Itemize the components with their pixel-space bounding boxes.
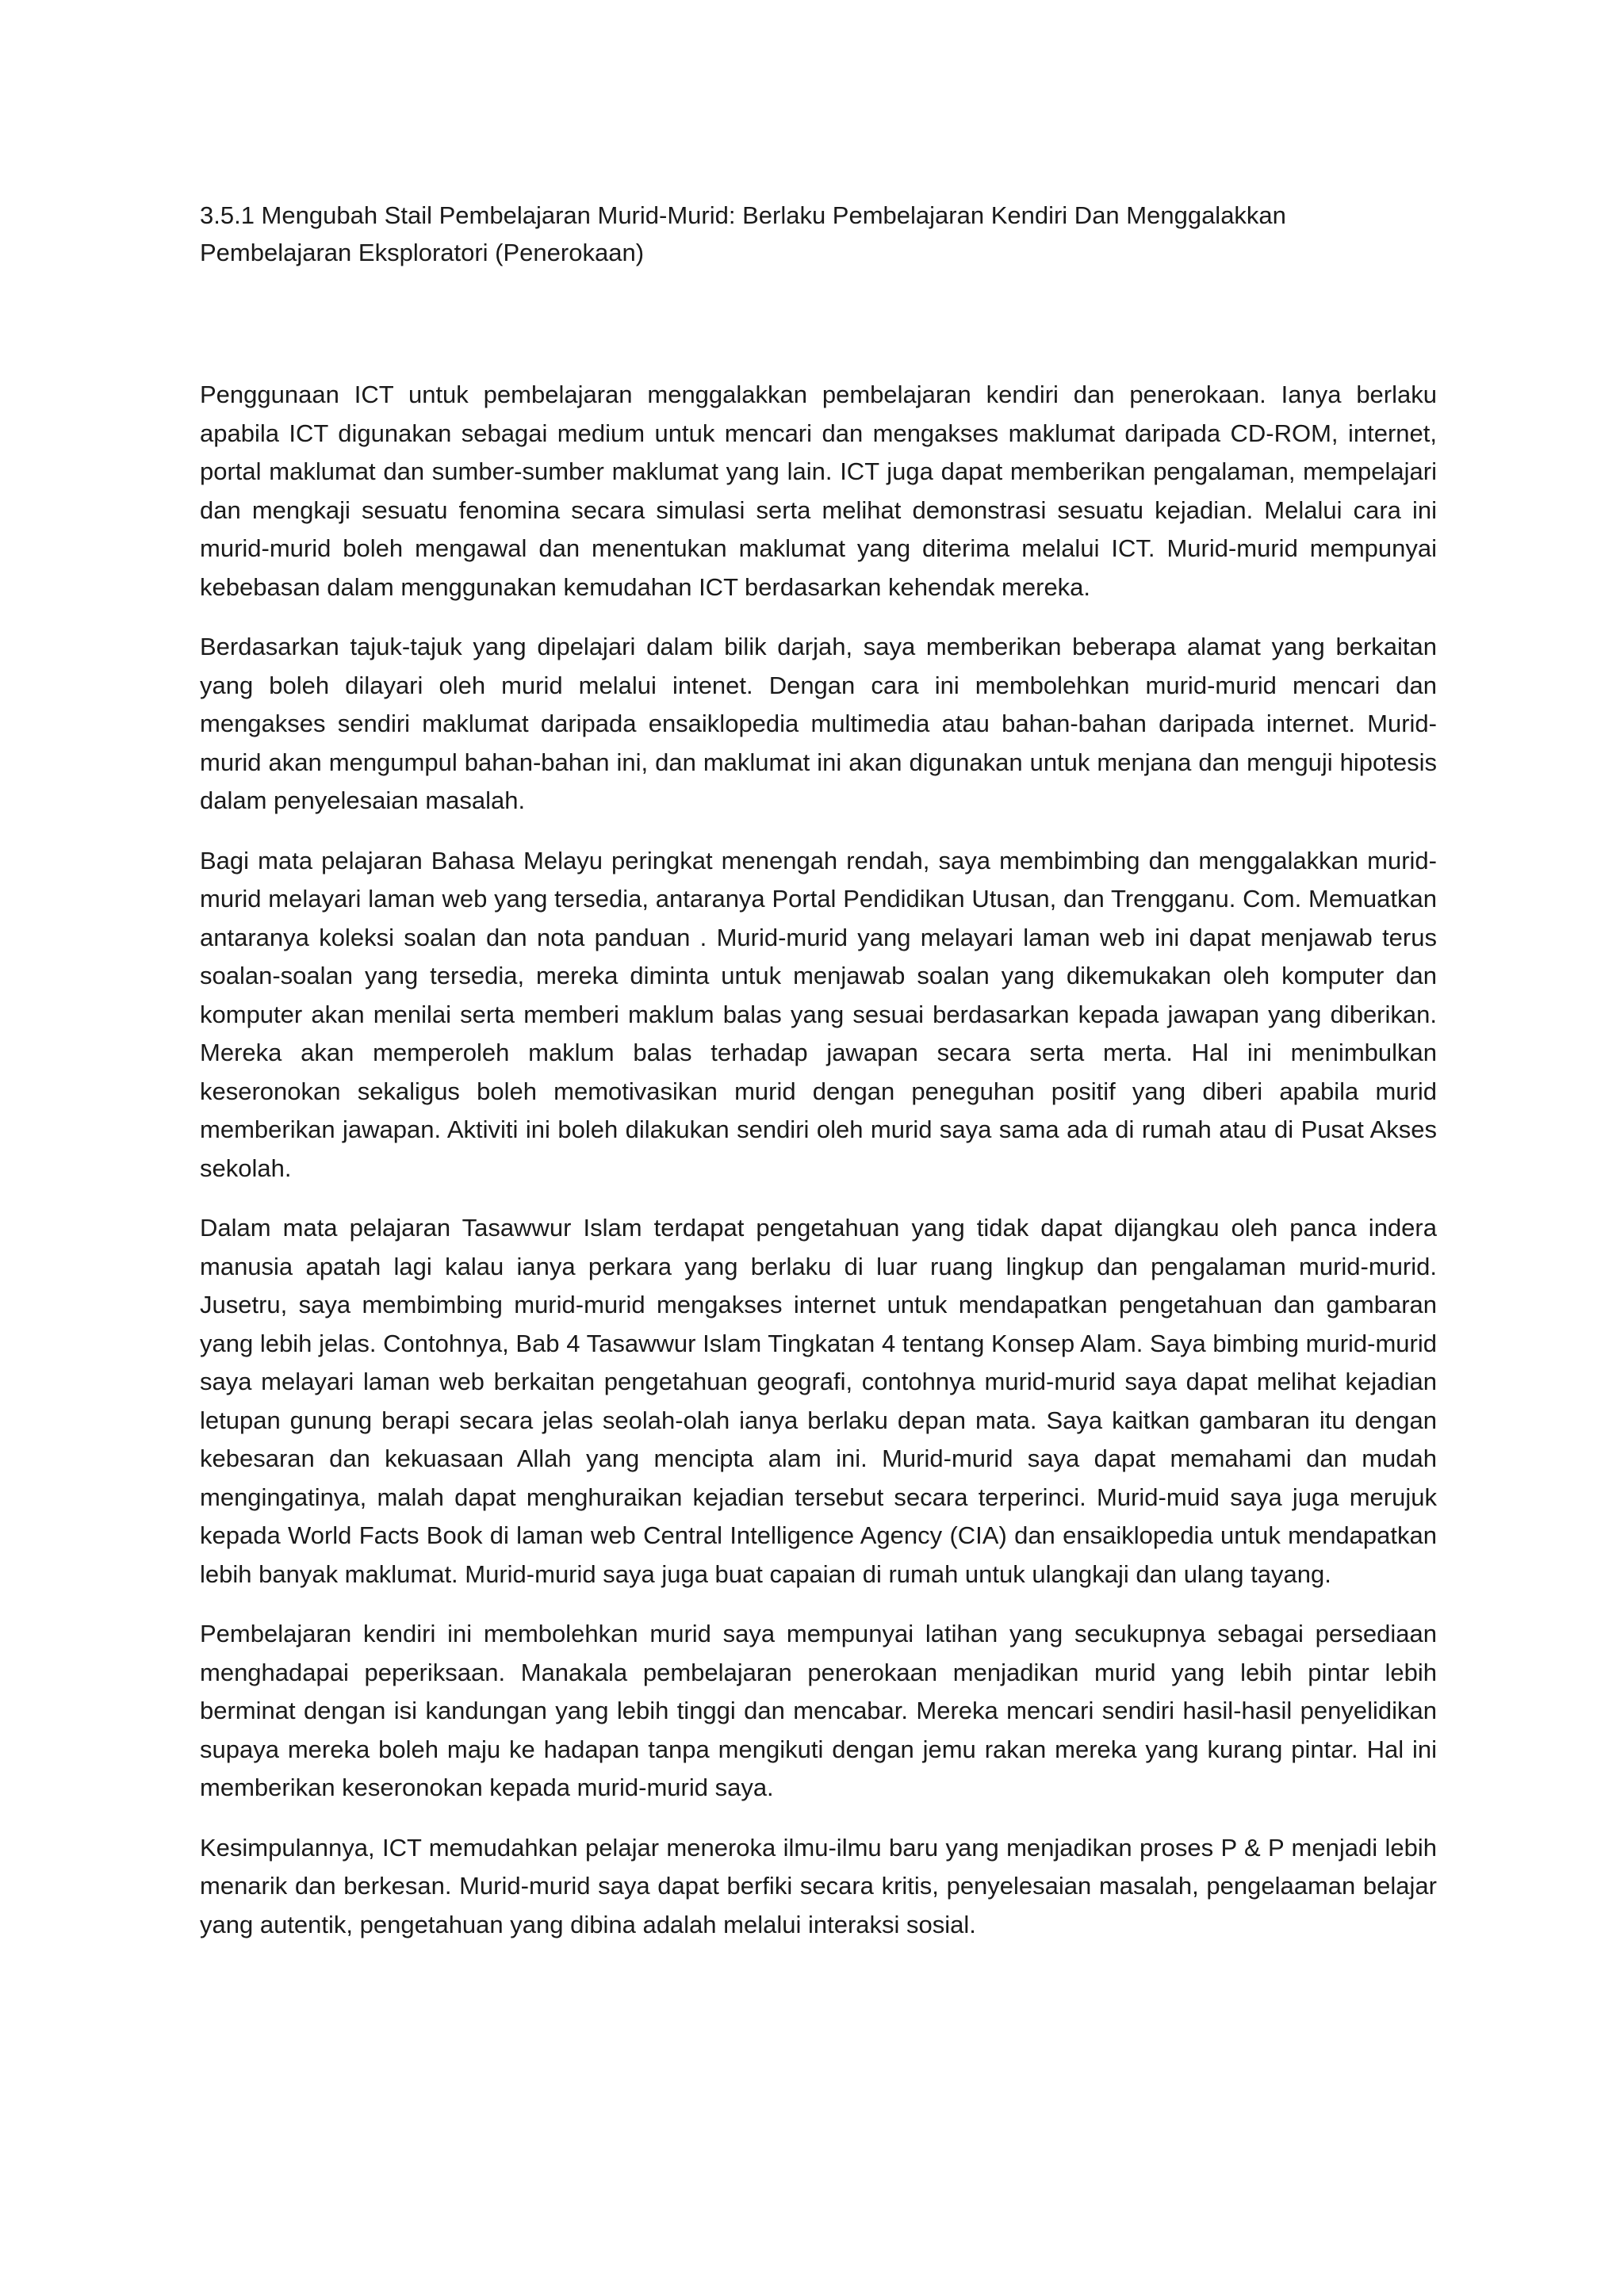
paragraph-conclusion: Kesimpulannya, ICT memudahkan pelajar meneroka ilmu-ilmu baru yang menjadikan proses P & P menjadi lebih menarik dan berkesan. Murid-murid saya dapat berfiki secara kritis, penyelesaian masalah, pengelaaman belajar yang autentik, pengetahuan yang dibina adalah melalui interaksi sosial.: [200, 1833, 1437, 1938]
paragraph-internet-addresses: Berdasarkan tajuk-tajuk yang dipelajari dalam bilik darjah, saya memberikan beberapa alamat yang berkaitan yang boleh dilayari oleh murid melalui intenet. Dengan cara ini membolehkan murid-murid mencari dan mengakses sendiri maklumat daripada ensaiklopedia multimedia atau bahan-bahan daripada internet. Murid-murid akan mengumpul bahan-bahan ini, dan maklumat ini akan digunakan untuk menjana dan menguji hipotesis dalam penyelesaian masalah.: [200, 633, 1437, 814]
paragraph-bahasa-melayu: Bagi mata pelajaran Bahasa Melayu peringkat menengah rendah, saya membimbing dan menggalakkan murid-murid melayari laman web yang tersedia, antaranya Portal Pendidikan Utusan, dan Trengganu. Com. Memuatkan antaranya koleksi soalan dan nota panduan . Murid-murid yang melayari laman web ini dapat menjawab terus soalan-soalan yang tersedia, mereka diminta untuk menjawab soalan yang dikemukakan oleh komputer dan komputer akan menilai serta memberi maklum balas yang sesuai berdasarkan kepada jawapan yang diberikan. Mereka akan memperoleh maklum balas terhadap jawapan secara serta merta. Hal ini menimbulkan keseronokan sekaligus boleh memotivasikan murid dengan peneguhan positif yang diberi apabila murid memberikan jawapan. Aktiviti ini boleh dilakukan sendiri oleh murid saya sama ada di rumah atau di Pusat Akses sekolah.: [200, 846, 1437, 1182]
paragraph-list: [200, 376, 1437, 1944]
paragraph-self-learning-benefits: Pembelajaran kendiri ini membolehkan murid saya mempunyai latihan yang secukupnya sebagai persediaan menghadapai peperiksaan. Manakala pembelajaran penerokaan menjadikan murid yang lebih pintar lebih berminat dengan isi kandungan yang lebih tinggi dan mencabar. Mereka mencari sendiri hasil-hasil penyelidikan supaya mereka boleh maju ke hadapan tanpa mengikuti dengan jemu rakan mereka yang kurang pintar. Hal ini memberikan keseronokan kepada murid-murid saya.: [200, 1620, 1437, 1801]
section-heading: 3.5.1 Mengubah Stail Pembelajaran Murid-Murid: Berlaku Pembelajaran Kendiri Dan Menggalakkan Pembelajaran Eksploratori (Penerokaan): [200, 201, 1286, 266]
document-body: [200, 197, 1437, 1965]
paragraph-tasawwur-islam: Dalam mata pelajaran Tasawwur Islam terdapat pengetahuan yang tidak dapat dijangkau oleh panca indera manusia apatah lagi kalau ianya perkara yang berlaku di luar ruang lingkup dan pengalaman murid-murid. Jusetru, saya membimbing murid-murid mengakses internet untuk mendapatkan pengetahuan dan gambaran yang lebih jelas. Contohnya, Bab 4 Tasawwur Islam Tingkatan 4 tentang Konsep Alam. Saya bimbing murid-murid saya melayari laman web berkaitan pengetahuan geografi, contohnya murid-murid saya dapat melihat kejadian letupan gunung berapi secara jelas seolah-olah ianya berlaku depan mata. Saya kaitkan gambaran itu dengan kebesaran dan kekuasaan Allah yang mencipta alam ini. Murid-murid saya dapat memahami dan mudah mengingatinya, malah dapat menghuraikan kejadian tersebut secara terperinci. Murid-muid saya juga merujuk kepada World Facts Book di laman web Central Intelligence Agency (CIA) dan ensaiklopedia untuk mendapatkan lebih banyak maklumat. Murid-murid saya juga buat capaian di rumah untuk ulangkaji dan ulang tayang.: [200, 1214, 1437, 1588]
paragraph-ict-self-learning: Penggunaan ICT untuk pembelajaran menggalakkan pembelajaran kendiri dan penerokaan. Ianya berlaku apabila ICT digunakan sebagai medium untuk mencari dan mengakses maklumat daripada CD-ROM, internet, portal maklumat dan sumber-sumber maklumat yang lain. ICT juga dapat memberikan pengalaman, mempelajari dan mengkaji sesuatu fenomina secara simulasi serta melihat demonstrasi sesuatu kejadian. Melalui cara ini murid-murid boleh mengawal dan menentukan maklumat yang diterima melalui ICT. Murid-murid mempunyai kebebasan dalam menggunakan kemudahan ICT berdasarkan kehendak mereka.: [200, 381, 1437, 601]
